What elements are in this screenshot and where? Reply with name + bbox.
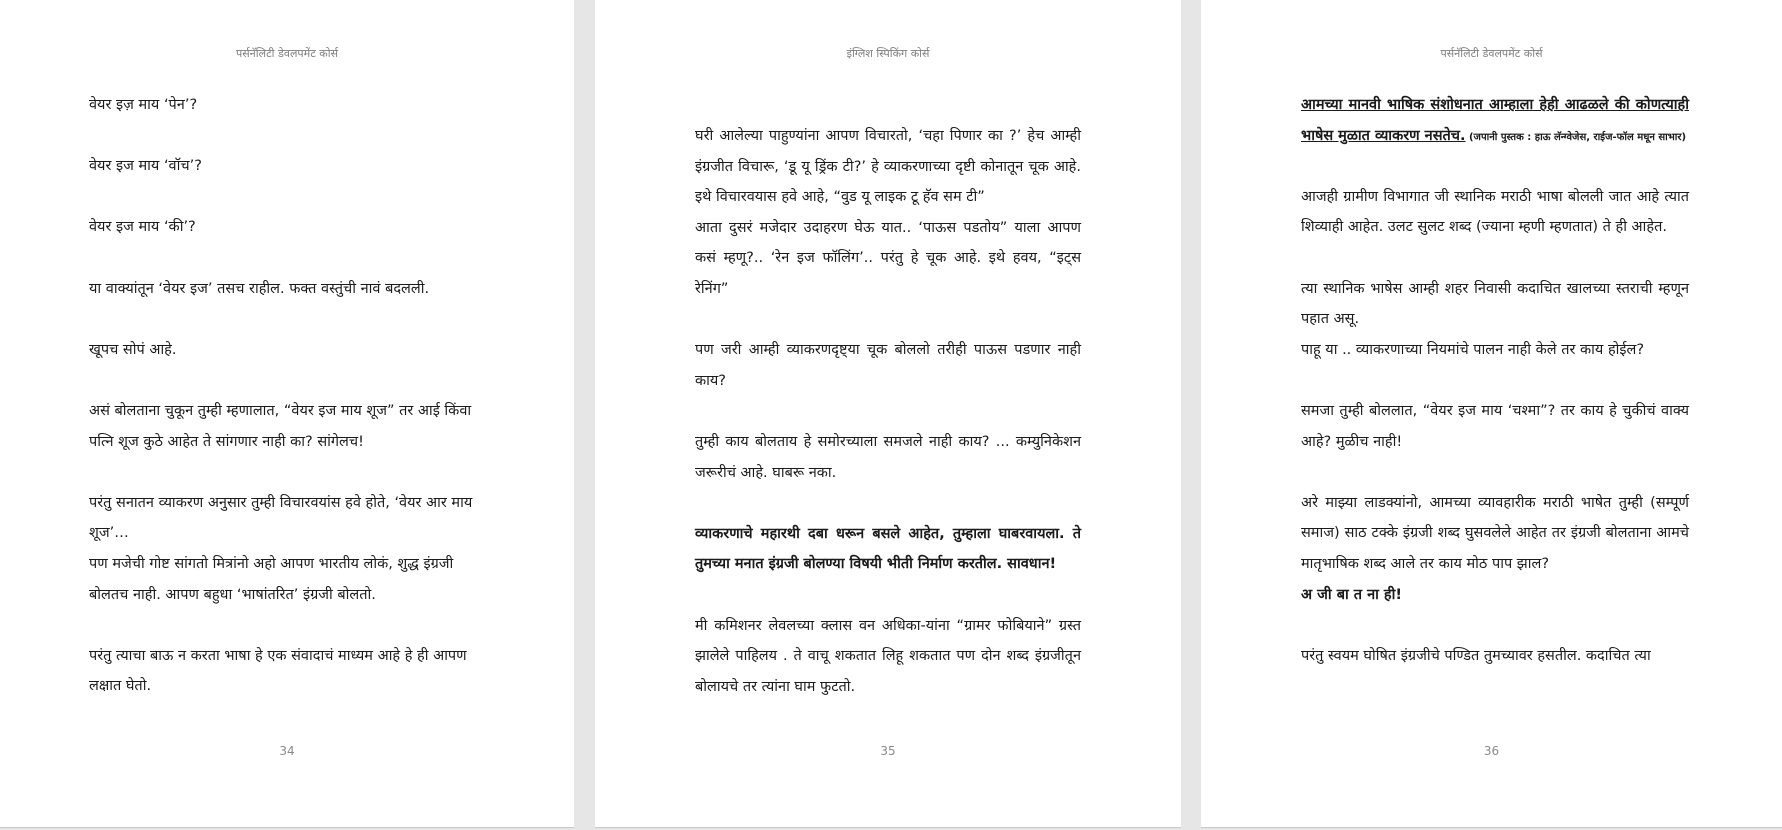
paragraph: समजा तुम्ही बोललात, “वेयर इज माय ‘चश्मा”? तर काय हे चुकीचं वाक्य आहे? मुळीच नाही! — [1301, 402, 1689, 450]
paragraph: पण मजेची गोष्ट सांगतो मित्रांनो अहो आपण भारतीय लोकं, शुद्ध इंग्रजी बोलतच नाही. आपण बहुधा ‘भाषांतरित’ इंग्रजी बोलतो. — [89, 555, 454, 603]
page-36 — [1201, 0, 1782, 827]
paragraph: खूपच सोपं आहे. — [89, 341, 177, 358]
page-body — [1301, 90, 1689, 671]
paragraph: पाहू या .. व्याकरणाच्या नियमांचे पालन नाही केले तर काय होईल? — [1301, 341, 1645, 358]
paragraph: घरी आलेल्या पाहुण्यांना आपण विचारतो, ‘चहा पिणार का ?’ हेच आम्ही इंग्रजीत विचारू, ‘डू यू ड्रिंक टी?’ हे व्याकरणाच्या दृष्टी कोनातून चूक आहे. इथे विचारवयास हवे आहे, “वुड यू लाइक टू हॅव सम टी” — [695, 128, 1081, 206]
paragraph: अरे माझ्या लाडक्यांनो, आमच्या व्यावहारीक मराठी भाषेत तुम्ही (सम्पूर्ण समाज) साठ टक्के इंग्रजी शब्द घुसवलेले आहेत तर इंग्रजी बोलताना आमचे मातृभाषिक शब्द आले तर काय मोठ पाप झाल? — [1301, 494, 1689, 572]
lead-quote — [1301, 90, 1689, 151]
paragraph: आता दुसरं मजेदार उदाहरण घेऊ यात.. ‘पाऊस पडतोय” याला आपण कसं म्हणू?.. ‘रेन इज फॉलिंग’.. परंतु हे चूक आहे. इथे हवय, “इट्स रेनिंग” — [695, 219, 1081, 297]
paragraph: मी कमिशनर लेवलच्या क्लास वन अधिका-यांना “ग्रामर फोबियाने” ग्रस्त झालेले पाहिलय . ते वाचू शकतात लिहू शकतात पण दोन शब्द इंग्रजीतून बोलायचे तर त्यांना घाम फुटतो. — [695, 617, 1081, 695]
paragraph: तुम्ही काय बोलताय हे समोरच्याला समजले नाही काय? ... कम्युनिकेशन जरूरीचं आहे. घाबरू नका. — [695, 433, 1081, 481]
paragraph: वेयर इज माय ‘वॉच’? — [89, 158, 202, 175]
page-body — [695, 121, 1081, 702]
page-number: 36 — [1483, 744, 1500, 758]
lead-quote-text: आमच्या मानवी भाषिक संशोधनात आम्हाला हेही आढळले की कोणत्याही भाषेस मुळात व्याकरण नसतेच. — [1301, 97, 1689, 144]
paragraph: त्या स्थानिक भाषेस आम्ही शहर निवासी कदाचित खालच्या स्तराची म्हणून पहात असू. — [1301, 280, 1689, 328]
paragraph: पण जरी आम्ही व्याकरणदृष्ट्या चूक बोललो तरीही पाऊस पडणार नाही काय? — [695, 342, 1081, 389]
paragraph: आजही ग्रामीण विभागात जी स्थानिक मराठी भाषा बोलली जात आहे त्यात शिव्याही आहेत. उलट सुलट शब्द (ज्याना म्हणी म्हणतात) ते ही आहेत. — [1301, 188, 1689, 236]
warning-paragraph: व्याकरणाचे महारथी दबा धरून बसले आहेत, तुम्हाला घाबरवायला. ते तुमच्या मनात इंग्रजी बोलण्या विषयी भीती निर्माण करतील. सावधान! — [695, 525, 1081, 573]
page-35 — [595, 0, 1181, 827]
running-header: पर्सनॅलिटी डेवलपमेंट कोर्स — [235, 47, 339, 60]
emphasis-line: अ जी बा त ना ही! — [1301, 586, 1403, 603]
page-number: 35 — [880, 744, 896, 758]
running-header: इंग्लिश स्पिकिंग कोर्स — [846, 47, 930, 60]
paragraph: परंतु स्वयम घोषित इंग्रजीचे पण्डित तुमच्यावर हसतील. कदाचित त्या — [1301, 647, 1651, 664]
lead-quote-source: (जपानी पुस्तक : हाऊ लॅन्ग्वेजेस, राईज-फॉल मधून साभार) — [1465, 131, 1687, 143]
paragraph: वेयर इज़ माय ‘पेन’? — [89, 97, 198, 113]
paragraph: या वाक्यांतून ‘वेयर इज’ तसच राहील. फक्त वस्तुंची नावं बदलली. — [89, 280, 430, 297]
page-number: 34 — [279, 744, 295, 758]
running-header: पर्सनॅलिटी डेवलपमेंट कोर्स — [1440, 47, 1543, 60]
paragraph: परंतु त्याचा बाऊ न करता भाषा हे एक संवादाचं माध्यम आहे हे ही आपण लक्षात घेतो. — [89, 647, 467, 695]
page-body — [89, 90, 477, 702]
paragraph: परंतु सनातन व्याकरण अनुसार तुम्ही विचारवयांस हवे होते, ‘वेयर आर माय शूज’… — [89, 494, 473, 542]
paragraph: वेयर इज माय ‘की’? — [89, 219, 196, 236]
paragraph: असं बोलताना चुकून तुम्ही म्हणालात, “वेयर इज माय शूज” तर आई किंवा पत्नि शूज कुठे आहेत ते सांगणार नाही का? सांगेलच! — [89, 402, 472, 450]
page-34 — [0, 0, 574, 827]
